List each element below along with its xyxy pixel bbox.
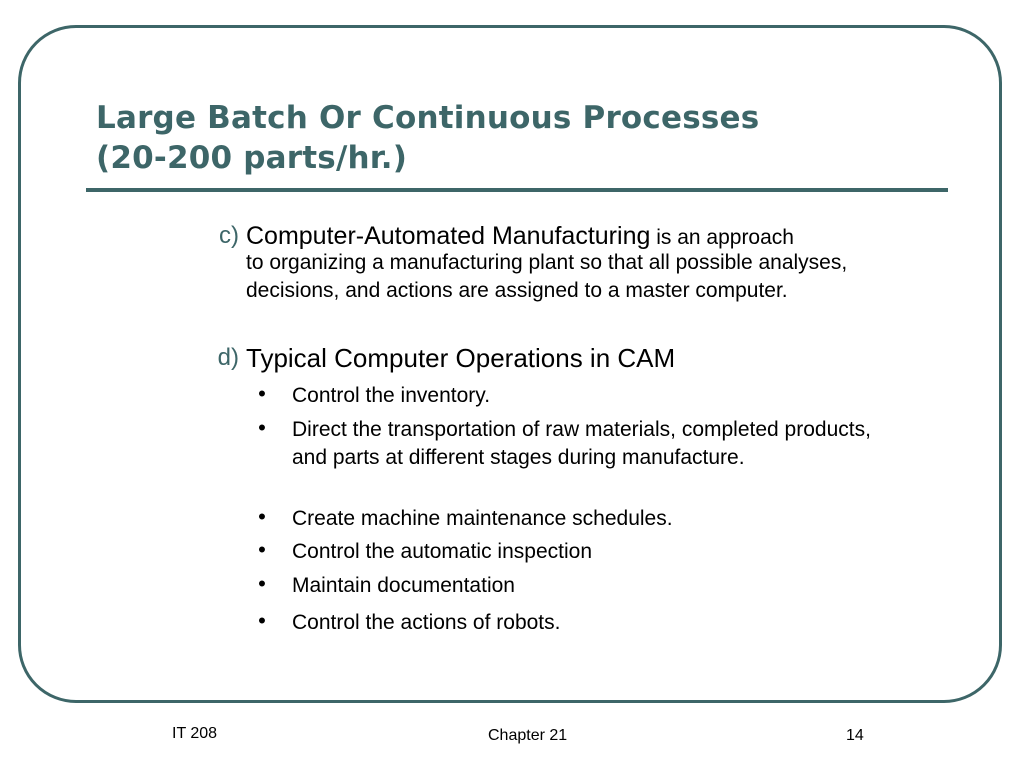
sub-list-item <box>258 504 912 533</box>
sub-item-text: Control the actions of robots. <box>292 611 561 634</box>
title-line-2: (20-200 parts/hr.) <box>96 140 408 176</box>
item-c-continuation: to organizing a manufacturing plant so that all possible analyses, decisions, and actions are assigned to a master computer. <box>246 251 848 302</box>
item-text-c <box>246 222 946 305</box>
sub-item-text: Control the inventory. <box>292 384 491 407</box>
sub-list-item <box>258 381 912 410</box>
sub-list-item <box>258 571 912 600</box>
title-line-1: Large Batch Or Continuous Processes <box>96 100 760 136</box>
sub-item-text: Create machine maintenance schedules. <box>292 507 673 530</box>
item-c-lead: is an approach <box>650 226 794 249</box>
list-item-d <box>217 340 946 376</box>
sub-item-text: Maintain documentation <box>292 574 515 597</box>
footer-chapter: Chapter 21 <box>488 727 568 744</box>
item-c-term: Computer-Automated Manufacturing <box>246 222 651 250</box>
bullet-icon: • <box>258 504 266 529</box>
footer-course: IT 208 <box>172 725 218 742</box>
footer-page-number: 14 <box>846 727 864 744</box>
sub-list-item <box>258 415 892 472</box>
sub-item-text: Control the automatic inspection <box>292 540 592 563</box>
item-marker-d: d) <box>217 344 239 371</box>
bullet-icon: • <box>258 415 266 440</box>
bullet-icon: • <box>258 381 266 406</box>
list-item-c <box>219 220 946 305</box>
sub-list-item <box>258 537 912 566</box>
bullet-icon: • <box>258 608 266 633</box>
item-marker-c: c) <box>219 222 239 249</box>
bullet-icon: • <box>258 571 266 596</box>
sub-list-item <box>258 608 912 637</box>
item-text-d: Typical Computer Operations in CAM <box>246 343 676 373</box>
sub-item-text: Direct the transportation of raw materials, completed products, and parts at different stages during manufacture. <box>292 418 871 469</box>
bullet-icon: • <box>258 537 266 562</box>
